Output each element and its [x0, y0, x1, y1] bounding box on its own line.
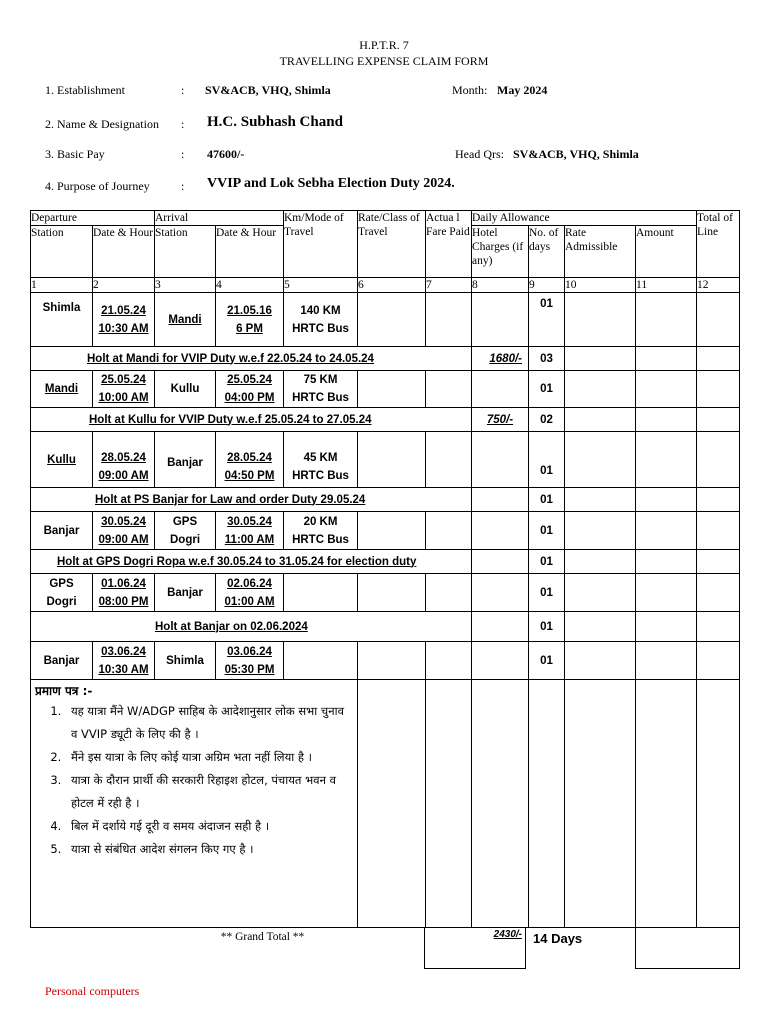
arr-station: GPS	[172, 515, 198, 528]
arr-date-header: Date & Hour	[216, 226, 284, 278]
hotel-charge: 1680/-	[472, 347, 529, 371]
days-count: 01	[529, 293, 565, 347]
days-count: 01	[529, 612, 565, 642]
grand-total-label: ** Grand Total **	[220, 931, 305, 943]
establishment-label: 1. Establishment	[45, 83, 125, 97]
arr-time: 04:50 PM	[224, 469, 275, 482]
journey-row	[31, 574, 740, 612]
arr-date: 03.06.24	[227, 645, 272, 658]
colon: :	[181, 179, 185, 193]
col-number: 11	[636, 278, 697, 293]
dep-time: 09:00 AM	[98, 469, 149, 482]
journey-row	[31, 642, 740, 680]
km: 140 KM	[300, 304, 341, 317]
certificate-item: 3. यात्रा के दौरान प्रार्थी की सरकारी रिहाइश होटल, पंचायत भवन व होटल में रही है ।	[65, 769, 353, 815]
travel-mode: HRTC Bus	[292, 533, 349, 546]
col-number: 8	[472, 278, 529, 293]
purpose-label: 4. Purpose of Journey	[45, 179, 150, 193]
halt-row	[31, 347, 740, 371]
dep-station: Kullu	[47, 453, 76, 466]
days-count: 01	[529, 432, 565, 488]
dep-time: 09:00 AM	[98, 533, 149, 546]
km: 45 KM	[303, 451, 338, 464]
travel-mode: HRTC Bus	[292, 392, 349, 404]
form-title: TRAVELLING EXPENSE CLAIM FORM	[279, 54, 489, 68]
dep-date-header: Date & Hour	[93, 226, 155, 278]
col-number: 3	[155, 278, 216, 293]
halt-row	[31, 612, 740, 642]
col-number: 4	[216, 278, 284, 293]
halt-text: Holt at Kullu for VVIP Duty w.e.f 25.05.24 to 27.05.24	[31, 408, 472, 432]
arr-time: 04:00 PM	[224, 392, 275, 404]
arr-time: 05:30 PM	[224, 663, 275, 676]
days-count: 01	[529, 488, 565, 512]
certificate-row	[31, 680, 740, 928]
arr-station: Banjar	[155, 432, 216, 488]
col-number: 2	[93, 278, 155, 293]
col-number: 6	[358, 278, 426, 293]
dep-date: 28.05.24	[101, 451, 146, 464]
halt-row	[31, 408, 740, 432]
halt-row	[31, 550, 740, 574]
grand-total-amount-box	[635, 928, 740, 969]
dep-date: 25.05.24	[101, 374, 146, 386]
dep-station: Banjar	[31, 642, 93, 680]
km: 75 KM	[303, 374, 338, 386]
total-line-header: Total of Line	[697, 211, 740, 278]
basic-pay-label: 3. Basic Pay	[45, 147, 105, 161]
days-count: 01	[529, 574, 565, 612]
certificate-item: 2. मैंने इस यात्रा के लिए कोई यात्रा अग्रिम भता नहीं लिया है ।	[65, 746, 353, 769]
head-qrs-value: SV&ACB, VHQ, Shimla	[513, 147, 639, 161]
arr-time: 01:00 AM	[224, 595, 275, 608]
footer-note: Personal computers	[45, 984, 140, 998]
purpose-value: VVIP and Lok Sebha Election Duty 2024.	[207, 176, 455, 191]
arr-date: 21.05.16	[227, 304, 272, 317]
dep-time: 08:00 PM	[98, 595, 149, 608]
journey-row	[31, 432, 740, 488]
dep-time: 10:00 AM	[98, 392, 149, 404]
dep-time: 10:30 AM	[98, 322, 149, 335]
certificate-item: 4. बिल में दर्शाये गई दूरी व समय अंदाजन सही है ।	[65, 815, 353, 838]
hotel-header: Hotel Charges (if any)	[472, 226, 529, 278]
days-count: 01	[529, 642, 565, 680]
dep-station: GPS	[49, 577, 74, 590]
travel-mode: HRTC Bus	[292, 469, 349, 482]
dep-date: 03.06.24	[101, 645, 146, 658]
arr-time: 11:00 AM	[224, 533, 275, 546]
journey-row	[31, 512, 740, 550]
amount-header: Amount	[636, 226, 697, 278]
days-count: 03	[529, 347, 565, 371]
grand-total-days: 14 Days	[533, 931, 583, 946]
days-count: 01	[529, 371, 565, 408]
days-count: 01	[529, 512, 565, 550]
arr-station-header: Station	[155, 226, 216, 278]
km: 20 KM	[303, 515, 338, 528]
arr-station: Dogri	[169, 533, 201, 546]
dep-date: 01.06.24	[101, 577, 146, 590]
name-label: 2. Name & Designation	[45, 117, 159, 131]
month-label: Month:	[452, 83, 488, 97]
daily-allowance-header: Daily Allowance	[472, 211, 697, 226]
col-number: 1	[31, 278, 93, 293]
arr-station: Shimla	[155, 642, 216, 680]
form-number: H.P.T.R. 7	[359, 38, 409, 52]
colon: :	[181, 147, 185, 161]
rate-class-header: Rate/Class of Travel	[358, 211, 426, 278]
col-number: 9	[529, 278, 565, 293]
km-mode-header: Km/Mode of Travel	[284, 211, 358, 278]
dep-station: Dogri	[46, 595, 77, 608]
arr-date: 30.05.24	[227, 515, 272, 528]
arr-date: 25.05.24	[227, 374, 272, 386]
certificate-list	[35, 700, 353, 861]
dep-station: Mandi	[44, 383, 79, 395]
halt-text: Holt at GPS Dogri Ropa w.e.f 30.05.24 to 31.05.24 for election duty	[31, 550, 472, 574]
grand-total-hotel: 2430/-	[493, 929, 522, 940]
days-count: 01	[529, 550, 565, 574]
basic-pay-value: 47600/-	[207, 147, 245, 161]
arr-station: Banjar	[155, 574, 216, 612]
month-value: May 2024	[497, 83, 548, 97]
departure-header: Departure	[31, 211, 155, 226]
halt-text: Holt at PS Banjar for Law and order Duty 29.05.24	[31, 488, 472, 512]
journey-row	[31, 293, 740, 347]
claim-table	[30, 210, 740, 928]
certificate-item: 5. यात्रा से संबंधित आदेश संगलन किए गए है ।	[65, 838, 353, 861]
arr-station: Mandi	[168, 313, 202, 326]
certificate	[31, 680, 358, 928]
certificate-item: 1. यह यात्रा मैंने W/ADGP साहिब के आदेशानुसार लोक सभा चुनाव व VVIP ड्यूटी के लिए की है ।	[65, 700, 353, 746]
days-count: 02	[529, 408, 565, 432]
no-days-header: No. of days	[529, 226, 565, 278]
arr-station: Kullu	[155, 371, 216, 408]
arrival-header: Arrival	[155, 211, 284, 226]
dep-station-header: Station	[31, 226, 93, 278]
arr-time: 6 PM	[236, 322, 263, 335]
colon: :	[181, 83, 185, 97]
col-number: 5	[284, 278, 358, 293]
rate-admissible-header: Rate Admissible	[565, 226, 636, 278]
hotel-charge: 750/-	[472, 408, 529, 432]
travel-mode: HRTC Bus	[292, 322, 349, 335]
arr-date: 02.06.24	[227, 577, 272, 590]
dep-station: Shimla	[31, 293, 93, 347]
colon: :	[181, 117, 185, 131]
col-number: 10	[565, 278, 636, 293]
certificate-heading: प्रमाण पत्र :-	[35, 684, 93, 698]
col-number: 7	[426, 278, 472, 293]
name-value: H.C. Subhash Chand	[207, 114, 343, 130]
col-number: 12	[697, 278, 740, 293]
dep-time: 10:30 AM	[98, 663, 149, 676]
establishment-value: SV&ACB, VHQ, Shimla	[205, 83, 331, 97]
arr-date: 28.05.24	[227, 451, 272, 464]
journey-row	[31, 371, 740, 408]
dep-date: 30.05.24	[101, 515, 146, 528]
halt-row	[31, 488, 740, 512]
head-qrs-label: Head Qrs:	[455, 147, 504, 161]
halt-text: Holt at Mandi for VVIP Duty w.e.f 22.05.24 to 24.05.24	[31, 347, 472, 371]
dep-date: 21.05.24	[101, 304, 146, 317]
actual-fare-header: Actua l Fare Paid	[426, 211, 472, 278]
dep-station: Banjar	[31, 512, 93, 550]
halt-text: Holt at Banjar on 02.06.2024	[31, 612, 472, 642]
